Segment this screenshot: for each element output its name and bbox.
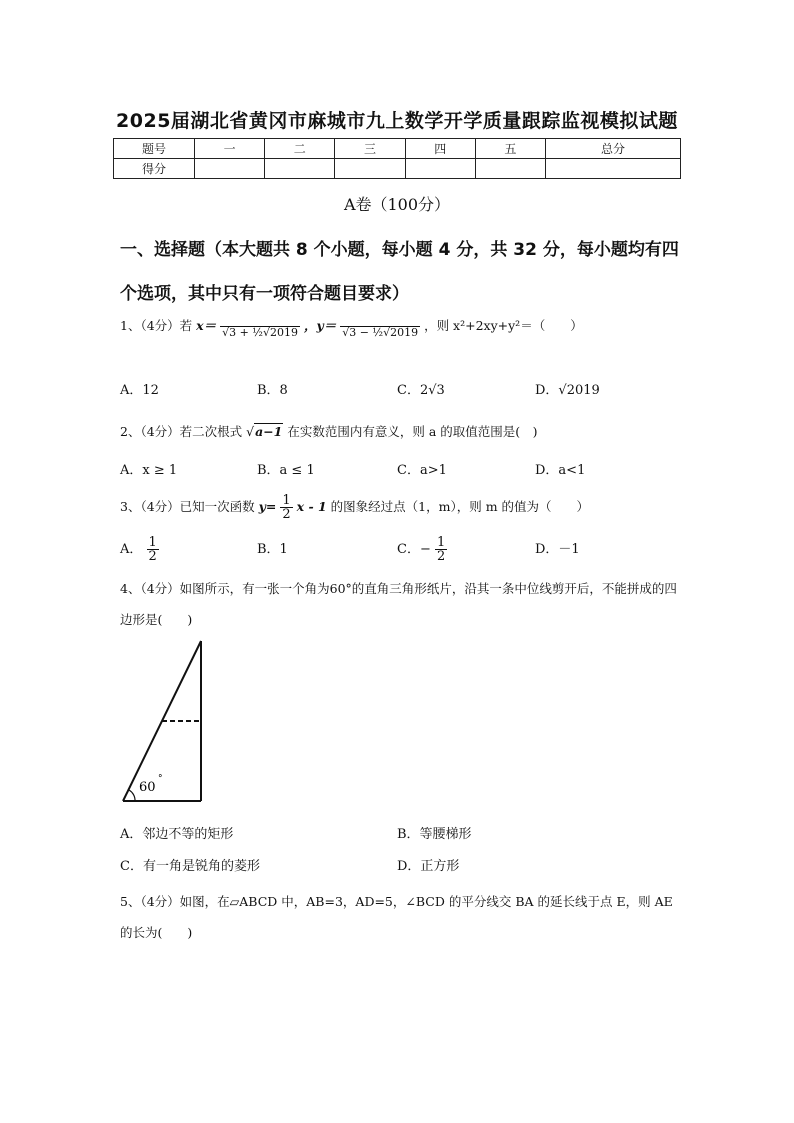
degree-mark: °: [158, 774, 163, 784]
q3-fraction: [280, 494, 292, 521]
score-cell[interactable]: [335, 159, 405, 179]
q1-prefix: 1、（4分）若: [120, 318, 193, 333]
q1-x-fraction: [220, 314, 300, 339]
q3-option-c[interactable]: [397, 536, 447, 563]
q3-frac-den: 2: [282, 507, 291, 522]
score-table: [113, 138, 681, 179]
q1-option-d[interactable]: D．√2019: [535, 383, 600, 398]
q2-option-d[interactable]: D．a<1: [535, 463, 586, 478]
q4-triangle-figure: [115, 635, 215, 807]
q2-radicand: a−1: [255, 424, 283, 439]
q3-option-a-label: A．: [120, 542, 143, 557]
score-cell[interactable]: [475, 159, 545, 179]
q3-option-d[interactable]: D．－1: [535, 542, 580, 557]
q1-y-denominator: √3 − ½√2019: [342, 326, 419, 339]
q4-option-a[interactable]: A．邻边不等的矩形: [120, 827, 234, 842]
section-a-heading: A卷（100分）: [343, 195, 451, 214]
q3-option-b[interactable]: B．1: [257, 542, 288, 557]
q1-option-b[interactable]: B．8: [257, 383, 288, 398]
q3-option-a-num: 1: [148, 535, 157, 550]
q3-func-tail: x - 1: [296, 499, 327, 514]
q1-tail: ，则 x²+2xy+y²＝（ ）: [424, 318, 583, 333]
q4-option-c[interactable]: C．有一角是锐角的菱形: [120, 859, 260, 874]
score-cell[interactable]: [195, 159, 265, 179]
score-header-cell: 总分: [546, 139, 681, 159]
q3-option-c-label: C．−: [397, 542, 431, 557]
q3-suffix: 的图象经过点（1，m），则 m 的值为（ ）: [330, 499, 590, 514]
q1-y-eq: ，y＝: [303, 318, 337, 333]
q2-option-b[interactable]: B．a ≤ 1: [257, 463, 315, 478]
q1-y-fraction: [340, 314, 420, 339]
q2-option-c[interactable]: C．a>1: [397, 463, 447, 478]
q3-option-a[interactable]: [120, 536, 159, 563]
q4-option-b[interactable]: B．等腰梯形: [397, 827, 472, 842]
q3-frac-num: 1: [282, 493, 291, 508]
page-title: 2025届湖北省黄冈市麻城市九上数学开学质量跟踪监视模拟试题: [116, 110, 678, 132]
score-header-cell: 题号: [114, 139, 195, 159]
q3-func: y=: [258, 499, 277, 514]
q3-option-a-den: 2: [148, 549, 157, 564]
q1-option-a[interactable]: A．12: [120, 383, 159, 398]
score-header-cell: 二: [265, 139, 335, 159]
question-4: 4、（4分）如图所示，有一张一个角为60°的直角三角形纸片，沿其一条中位线剪开后，不能拼成的四边形是( ): [120, 581, 677, 627]
q2-suffix: 在实数范围内有意义，则 a 的取值范围是( ): [287, 424, 538, 439]
score-header-cell: 五: [475, 139, 545, 159]
score-cell[interactable]: [265, 159, 335, 179]
q3-option-c-den: 2: [436, 549, 446, 564]
score-header-cell: 四: [405, 139, 475, 159]
score-row-label: 得分: [114, 159, 195, 179]
question-3: [120, 494, 690, 521]
q3-prefix: 3、（4分）已知一次函数: [120, 499, 255, 514]
q2-prefix: 2、（4分）若二次根式: [120, 424, 243, 439]
q3-option-c-num: 1: [436, 535, 446, 550]
question-1: [120, 314, 690, 339]
score-header-cell: 一: [195, 139, 265, 159]
angle-label: 60: [139, 780, 156, 795]
question-5: 5、（4分）如图，在▱ABCD 中，AB=3，AD=5，∠BCD 的平分线交 BA 的延长线于点 E，则 AE 的长为( ): [120, 894, 673, 940]
q1-x-eq: x＝: [196, 318, 217, 333]
angle-arc: [129, 790, 135, 801]
score-header-cell: 三: [335, 139, 405, 159]
part1-heading: 一、选择题（本大题共 8 个小题，每小题 4 分，共 32 分，每小题均有四个选项，其中只有一项符合题目要求）: [120, 240, 679, 304]
q3-option-a-fraction: [147, 536, 159, 563]
q2-radical-sign: √: [246, 424, 255, 439]
q4-option-d[interactable]: D．正方形: [397, 859, 460, 874]
q2-option-a[interactable]: A．x ≥ 1: [120, 463, 178, 478]
score-table-header-row: [114, 139, 681, 159]
q1-option-c[interactable]: C．2√3: [397, 383, 445, 398]
score-table-score-row: [114, 159, 681, 179]
score-cell[interactable]: [405, 159, 475, 179]
question-2: [120, 423, 690, 441]
q3-option-c-fraction: [435, 536, 447, 563]
score-cell[interactable]: [546, 159, 681, 179]
q1-x-denominator: √3 + ½√2019: [222, 326, 298, 339]
